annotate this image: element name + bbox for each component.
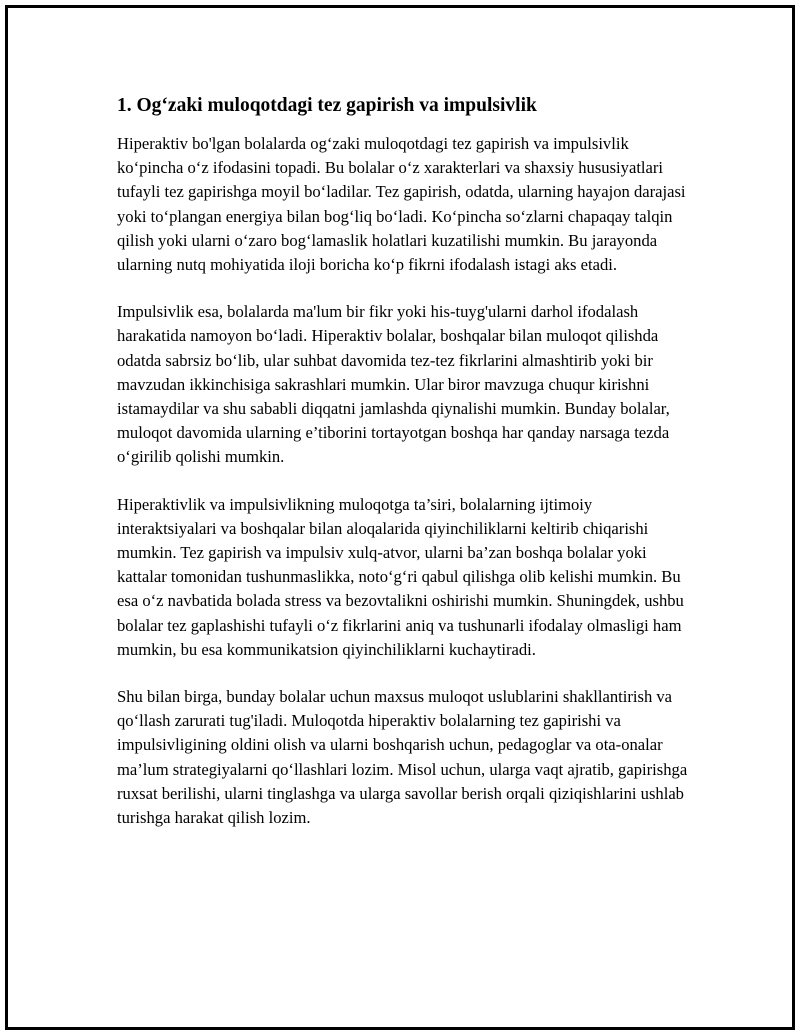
paragraph-4: Shu bilan birga, bunday bolalar uchun maxsus muloqot uslublarini shakllantirish va qo‘llash zarurati tug'iladi. Muloqotda hiperaktiv bolalarning tez gapirishi va impulsivligining oldini olish va ularni boshqarish uchun, pedagoglar va ota-onalar ma’lum strategiyalarni qo‘llashlari lozim. Misol uchun, ularga vaqt ajratib, gapirishga ruxsat berilishi, ularni tinglashga va ularga savollar berish orqali qiziqishlarini ushlab turishga harakat qilish lozim. [117,687,688,828]
section-heading: 1. Og‘zaki muloqotdagi tez gapirish va impulsivlik [117,95,537,116]
paragraph-1: Hiperaktiv bo'lgan bolalarda og‘zaki muloqotdagi tez gapirish va impulsivlik ko‘pincha o‘z ifodasini topadi. Bu bolalar o‘z xarakterlari va shaxsiy hususiyatlari tufayli tez gapirishga moyil bo‘ladilar. Tez gapirish, odatda, ularning hayajon darajasi yoki to‘plangan energiya bilan bog‘liq bo‘ladi. Ko‘pincha so‘zlarni chapaqay talqin qilish yoki ularni o‘zaro bog‘lamaslik holatlari kuzatilishi mumkin. Bu jarayonda ularning nutq mohiyatida iloji boricha ko‘p fikrni ifodalash istagi aks etadi. [117,134,686,275]
paragraph-3: Hiperaktivlik va impulsivlikning muloqotga ta’siri, bolalarning ijtimoiy interaktsiyalari va boshqalar bilan aloqalarida qiyinchiliklarni keltirib chiqarishi mumkin. Tez gapirish va impulsiv xulq-atvor, ularni ba’zan boshqa bolalar yoki kattalar tomonidan tushunmaslikka, noto‘g‘ri qabul qilishga olib kelishi mumkin. Bu esa o‘z navbatida bolada stress va bezovtalikni oshirishi mumkin. Shuningdek, ushbu bolalar tez gaplashishi tufayli o‘z fikrlarini aniq va tushunarli ifodalay olmasligi ham mumkin, bu esa kommunikatsion qiyinchiliklarni kuchaytiradi. [117,494,684,659]
paragraph-2: Impulsivlik esa, bolalarda ma'lum bir fikr yoki his-tuyg'ularni darhol ifodalash harakatida namoyon bo‘ladi. Hiperaktiv bolalar, boshqalar bilan muloqot qilishda odatda sabrsiz bo‘lib, ular suhbat davomida tez-tez fikrlarini almashtirib yoki bir mavzudan ikkinchisiga sakrashlari mumkin. Ular biror mavzuga chuqur kirishni istamaydilar va shu sababli diqqatni jamlashda qiynalishi mumkin. Bunday bolalar, muloqot davomida ularning e’tiborini tortayotgan boshqa har qanday narsaga tezda o‘girilib qolishi mumkin. [117,302,670,467]
document-body [117,92,689,830]
